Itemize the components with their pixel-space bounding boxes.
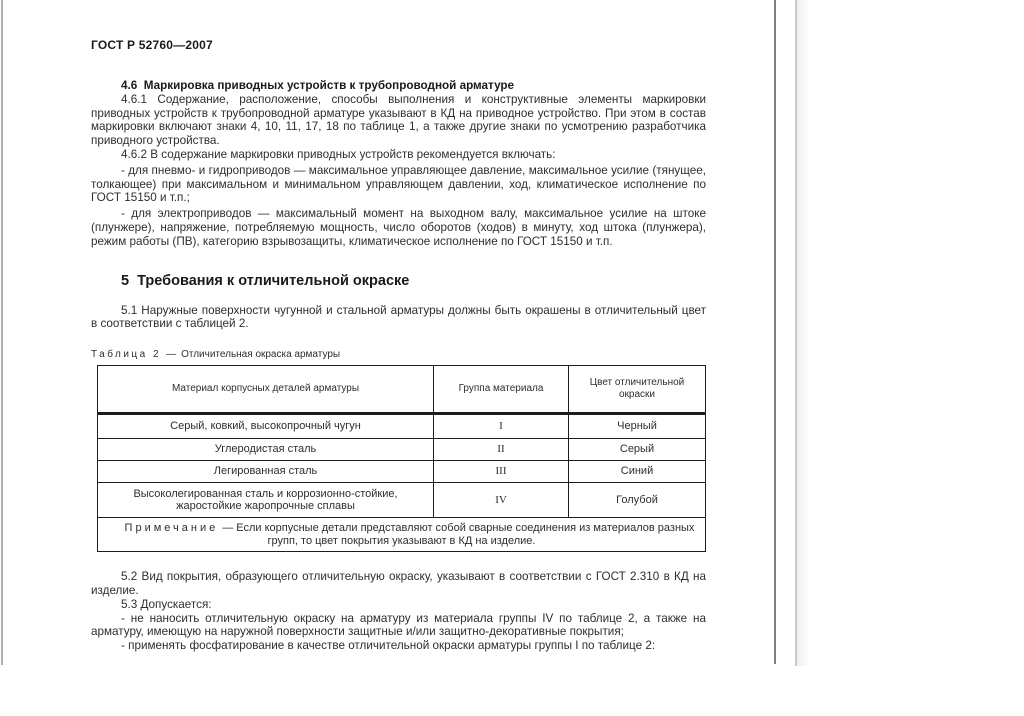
list-item-pneumo-hydro: - для пневмо- и гидроприводов — максимальное управляющее давление, максимальное усилие (тянущее, толкающее) при максимальном и минимальном управляющем давлении, ход, климатическое исполнение по ГОСТ 15150 и т.п.; — [91, 163, 706, 205]
cell-group: III — [434, 461, 569, 483]
cell-color: Голубой — [569, 483, 706, 518]
table-row — [98, 439, 706, 461]
list-item-phosphating: - применять фосфатирование в качестве отличительной окраски арматуры группы I по таблице 2: — [121, 639, 656, 653]
para-4-6-2: 4.6.2 В содержание маркировки приводных устройств рекомендуется включать: — [121, 147, 556, 161]
col-header-group: Группа материала — [434, 366, 569, 414]
note-text: — Если корпусные детали представляют собой сварные соединения из материалов разных групп, то цвет покрытия указывают в КД на изделие. — [222, 522, 695, 547]
table-row — [98, 483, 706, 518]
cell-material: Легированная сталь — [98, 461, 434, 483]
cell-color: Серый — [569, 439, 706, 461]
page-left-edge — [1, 0, 3, 665]
page-right-edge — [774, 0, 776, 664]
col-header-color: Цвет отличительной окраски — [569, 366, 706, 414]
table-row — [98, 414, 706, 439]
para-5-1: 5.1 Наружные поверхности чугунной и стальной арматуры должны быть окрашены в отличительный цвет в соответствии с таблицей 2. — [91, 303, 706, 331]
page-shadow — [797, 0, 810, 666]
cell-material: Углеродистая сталь — [98, 439, 434, 461]
cell-group: IV — [434, 483, 569, 518]
caption-dash: — — [166, 349, 177, 361]
table-2 — [97, 365, 706, 552]
col-header-material: Материал корпусных деталей арматуры — [98, 366, 434, 414]
gost-number: ГОСТ Р 52760—2007 — [91, 38, 213, 52]
note-label: Примечание — [124, 522, 219, 535]
cell-color: Синий — [569, 461, 706, 483]
para-5-3: 5.3 Допускается: — [121, 597, 212, 611]
cell-material: Высоколегированная сталь и коррозионно-стойкие, жаростойкие жаропрочные сплавы — [98, 483, 434, 518]
cell-color: Черный — [569, 414, 706, 439]
list-item-electro: - для электроприводов — максимальный момент на выходном валу, максимальное усилие на штоке (плунжере), напряжение, потребляемую мощность, число оборотов (ходов) в минуту, ход штока (плунжера), режим работы (ПВ), категорию взрывозащиты, климатическое исполнение по ГОСТ 15150 и т.п. — [91, 207, 706, 248]
list-item-no-coating: - не наносить отличительную окраску на арматуру из материала группы IV по таблице 2, а также на арматуру, имеющую на наружной поверхности защитные и/или защитно-декоративные покрытия; — [91, 611, 706, 639]
section-4-6-heading: 4.6 Маркировка приводных устройств к трубопроводной арматуре — [121, 79, 515, 92]
para-5-2: 5.2 Вид покрытия, образующего отличительную окраску, указывают в соответствии с ГОСТ 2.310 в КД на изделие. — [91, 570, 706, 597]
table-note-row — [98, 518, 706, 552]
table-2-caption — [91, 349, 706, 361]
table-row — [98, 461, 706, 483]
table-note — [98, 518, 706, 552]
section-5-heading: 5 Требования к отличительной окраске — [121, 272, 410, 289]
caption-label: Таблица 2 — [91, 349, 162, 361]
cell-group: II — [434, 439, 569, 461]
caption-title: Отличительная окраска арматуры — [181, 349, 341, 361]
table-header-row — [98, 366, 706, 414]
cell-material: Серый, ковкий, высокопрочный чугун — [98, 414, 434, 439]
para-4-6-1: 4.6.1 Содержание, расположение, способы выполнения и конструктивные элементы маркировки приводных устройств к трубопроводной арматуре указывают в КД на приводное устройство. При этом в состав маркировки включают знаки 4, 10, 11, 17, 18 по таблице 1, а также другие знаки по усмотрению разработчика приводного устройства. — [91, 92, 706, 148]
cell-group: I — [434, 414, 569, 439]
